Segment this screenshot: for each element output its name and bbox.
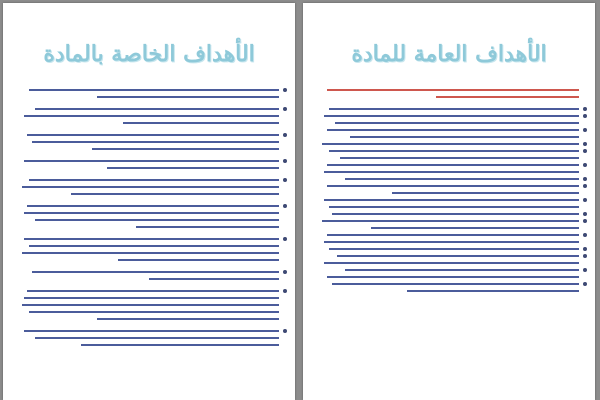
text-line-placeholder (71, 193, 279, 195)
text-line-placeholder (345, 178, 579, 180)
text-line-placeholder (324, 199, 579, 201)
text-line-placeholder (136, 226, 279, 228)
bullet-marker (583, 128, 587, 132)
bullet-marker (283, 237, 287, 241)
bullet-marker (283, 88, 287, 92)
text-line-placeholder (329, 248, 579, 250)
text-line-placeholder (24, 238, 279, 240)
text-line-placeholder (32, 141, 279, 143)
text-line-placeholder (337, 255, 579, 257)
text-line-placeholder (107, 167, 279, 169)
text-line-placeholder (29, 89, 279, 91)
bullet-marker (583, 149, 587, 153)
bullet-marker (583, 177, 587, 181)
text-line-placeholder (324, 262, 579, 264)
text-line-placeholder (27, 290, 279, 292)
page-body (19, 89, 279, 351)
bullet-marker (583, 114, 587, 118)
bullet-marker (283, 159, 287, 163)
bullet-marker (583, 219, 587, 223)
bullet-marker (583, 282, 587, 286)
text-line-placeholder (22, 304, 279, 306)
bullet-marker (583, 163, 587, 167)
text-line-placeholder (24, 297, 279, 299)
text-line-placeholder (24, 160, 279, 162)
text-line-placeholder (345, 269, 579, 271)
text-line-placeholder (350, 136, 579, 138)
bullet-marker (583, 212, 587, 216)
text-line-placeholder (35, 219, 279, 221)
text-line-placeholder (327, 185, 579, 187)
text-line-placeholder (322, 143, 579, 145)
text-line-placeholder (329, 206, 579, 208)
bullet-marker (283, 204, 287, 208)
text-line-placeholder (27, 134, 279, 136)
text-line-placeholder (327, 89, 579, 91)
text-line-placeholder (327, 234, 579, 236)
text-line-placeholder (24, 212, 279, 214)
text-line-placeholder (22, 186, 279, 188)
text-line-placeholder (332, 283, 579, 285)
text-line-placeholder (149, 278, 279, 280)
text-line-placeholder (92, 148, 279, 150)
text-line-placeholder (27, 205, 279, 207)
bullet-marker (283, 178, 287, 182)
text-line-placeholder (324, 241, 579, 243)
page-body (319, 89, 579, 297)
text-line-placeholder (35, 337, 279, 339)
text-line-placeholder (322, 220, 579, 222)
page-heading: الأهداف العامة للمادة (351, 41, 547, 67)
text-line-placeholder (392, 192, 579, 194)
text-line-placeholder (332, 213, 579, 215)
bullet-marker (283, 107, 287, 111)
text-line-placeholder (97, 96, 279, 98)
bullet-marker (583, 268, 587, 272)
text-line-placeholder (324, 171, 579, 173)
text-line-placeholder (35, 108, 279, 110)
bullet-marker (283, 329, 287, 333)
bullet-marker (283, 289, 287, 293)
page-right (303, 3, 595, 400)
text-line-placeholder (327, 129, 579, 131)
bullet-marker (583, 247, 587, 251)
text-line-placeholder (329, 150, 579, 152)
text-line-placeholder (32, 271, 279, 273)
text-line-placeholder (329, 108, 579, 110)
text-line-placeholder (371, 227, 579, 229)
bullet-marker (583, 198, 587, 202)
text-line-placeholder (118, 259, 279, 261)
bullet-marker (583, 254, 587, 258)
text-line-placeholder (327, 164, 579, 166)
bullet-marker (583, 233, 587, 237)
text-line-placeholder (324, 115, 579, 117)
page-left (3, 3, 295, 400)
bullet-marker (583, 107, 587, 111)
text-line-placeholder (97, 318, 279, 320)
text-line-placeholder (24, 330, 279, 332)
bullet-marker (583, 184, 587, 188)
text-line-placeholder (24, 115, 279, 117)
text-line-placeholder (327, 276, 579, 278)
text-line-placeholder (335, 122, 579, 124)
text-line-placeholder (340, 157, 579, 159)
text-line-placeholder (29, 179, 279, 181)
text-line-placeholder (29, 311, 279, 313)
bullet-marker (283, 270, 287, 274)
text-line-placeholder (81, 344, 279, 346)
text-line-placeholder (407, 290, 579, 292)
text-line-placeholder (123, 122, 279, 124)
bullet-marker (283, 133, 287, 137)
page-heading: الأهداف الخاصة بالمادة (43, 41, 255, 67)
text-line-placeholder (436, 96, 579, 98)
bullet-marker (583, 142, 587, 146)
text-line-placeholder (22, 252, 279, 254)
text-line-placeholder (29, 245, 279, 247)
